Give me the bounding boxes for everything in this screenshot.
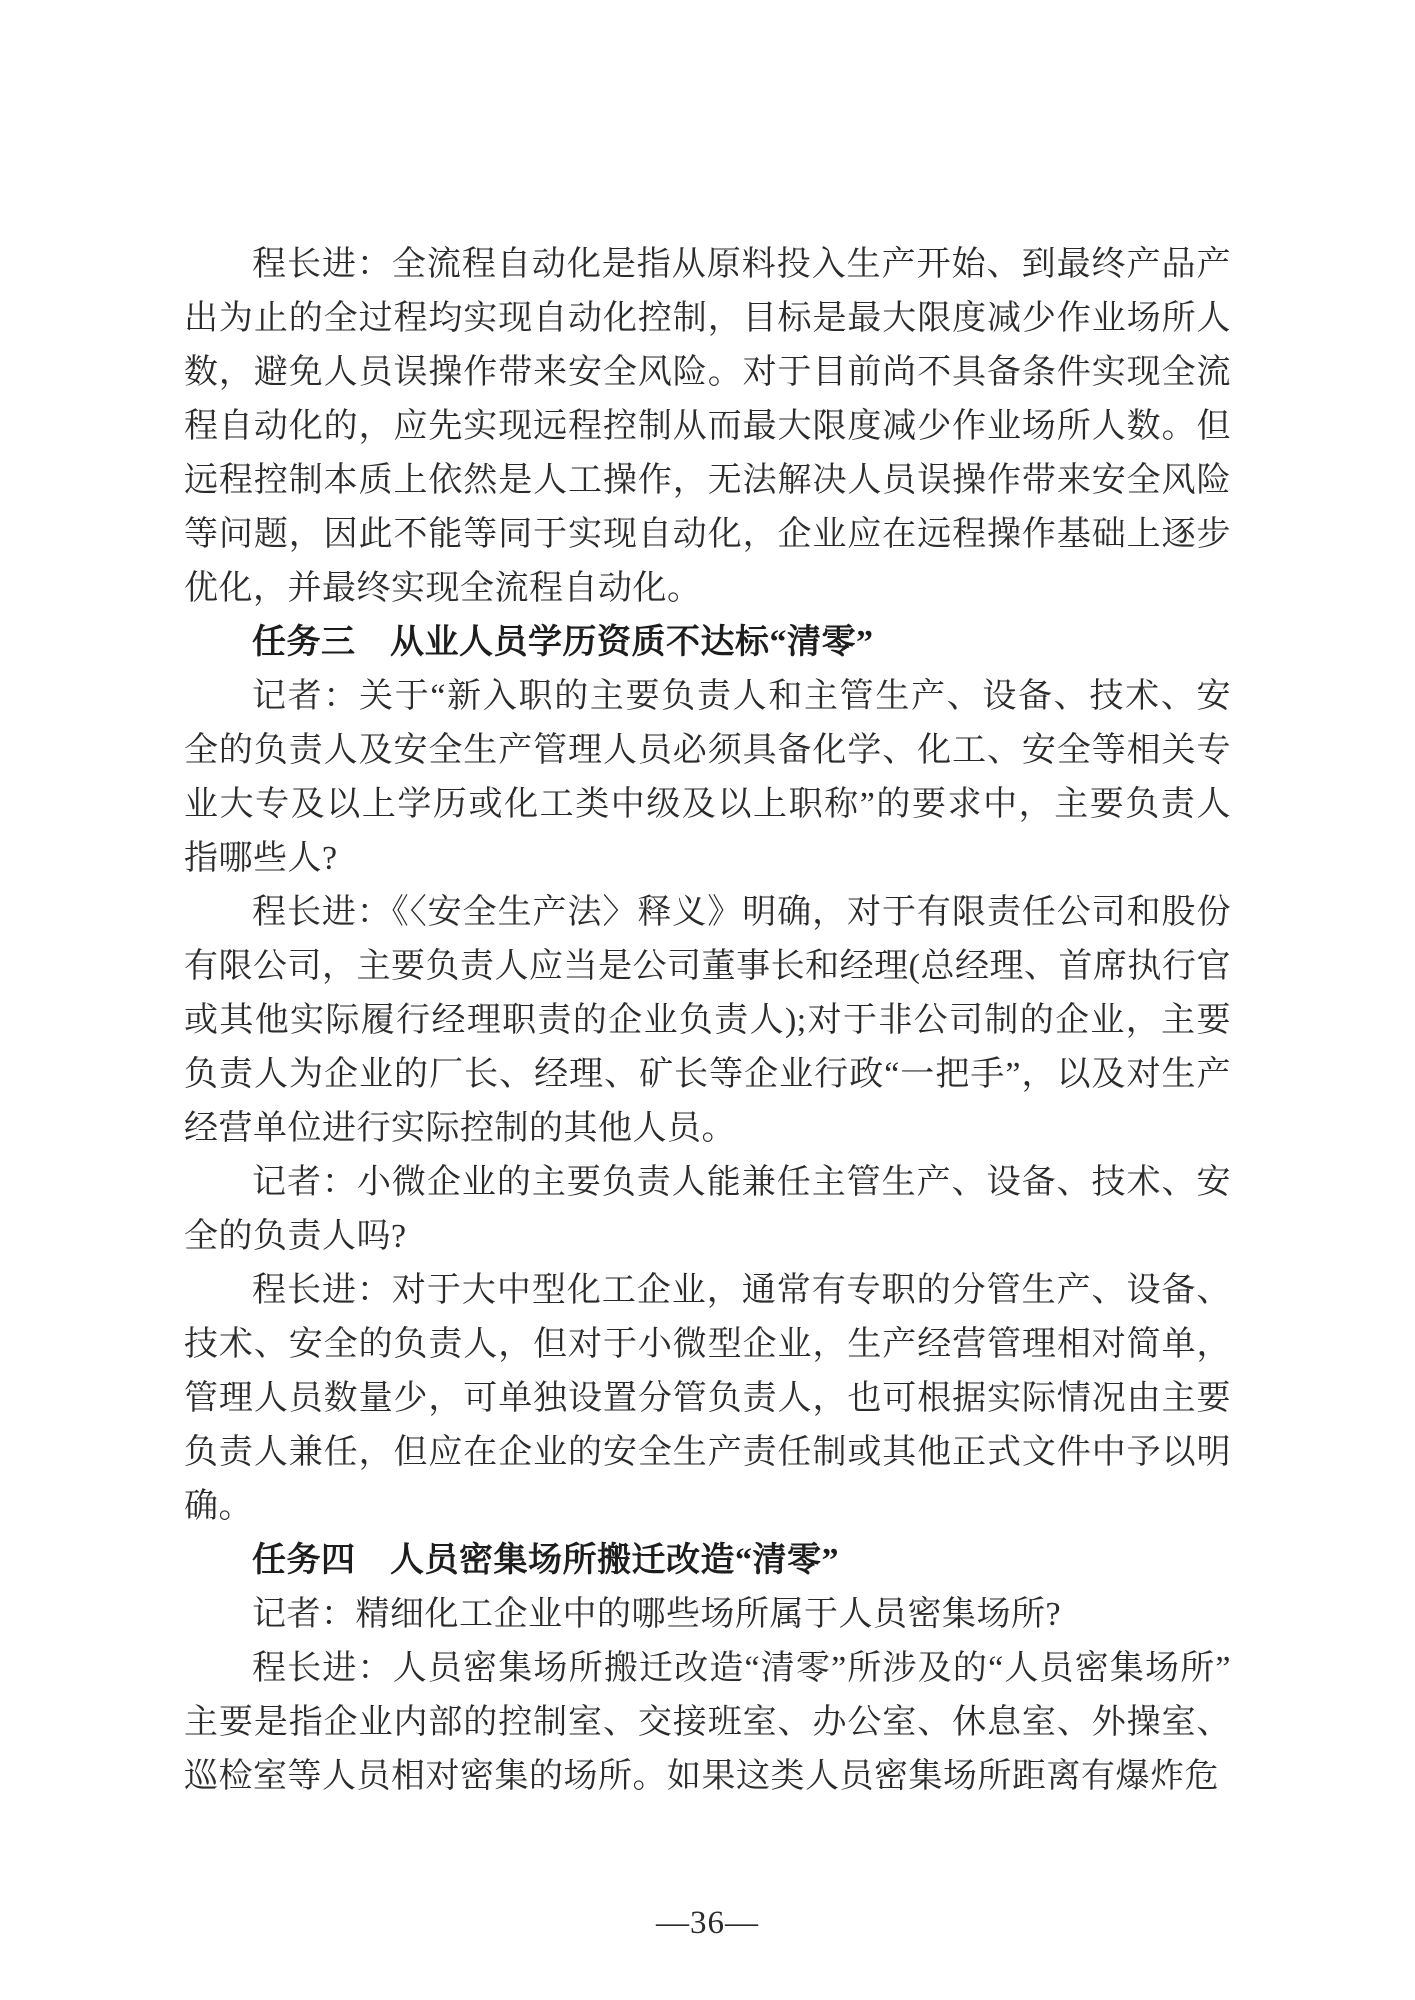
section-heading-task4: 任务四 人员密集场所搬迁改造“清零” [252,1542,839,1579]
paragraph-reporter-question-crowded-places: 记者：精细化工企业中的哪些场所属于人员密集场所? [252,1596,1062,1633]
section-heading-task3: 任务三 从业人员学历资质不达标“清零” [252,624,874,661]
page-number: —36— [656,1905,759,1941]
paragraph-reporter-question-small-enterprise: 记者：小微企业的主要负责人能兼任主管生产、设备、技术、安全的负责人吗? [184,1164,1231,1255]
paragraph-answer-principal-definition: 程长进：《〈安全生产法〉释义》明确，对于有限责任公司和股份有限公司，主要负责人应当是公司董事长和经理(总经理、首席执行官或其他实际履行经理职责的企业负责人);对于非公司制的企业，主要负责人为企业的厂长、经理、矿长等企业行政“一把手”，以及对生产经营单位进行实际控制的其他人员。 [184,894,1231,1147]
paragraph-reporter-question-qualification: 记者：关于“新入职的主要负责人和主管生产、设备、技术、安全的负责人及安全生产管理人员必须具备化学、化工、安全等相关专业大专及以上学历或化工类中级及以上职称”的要求中，主要负责人指哪些人? [184,678,1231,877]
paragraph-answer-small-enterprise: 程长进：对于大中型化工企业，通常有专职的分管生产、设备、技术、安全的负责人，但对于小微型企业，生产经营管理相对简单，管理人员数量少，可单独设置分管负责人，也可根据实际情况由主要负责人兼任，但应在企业的安全生产责任制或其他正式文件中予以明确。 [184,1272,1231,1525]
paragraph-answer-crowded-places: 程长进：人员密集场所搬迁改造“清零”所涉及的“人员密集场所”主要是指企业内部的控制室、交接班室、办公室、休息室、外操室、巡检室等人员相对密集的场所。如果这类人员密集场所距离有爆炸危 [184,1650,1231,1795]
page-body-text [184,238,1231,1804]
paragraph-automation-answer: 程长进：全流程自动化是指从原料投入生产开始、到最终产品产出为止的全过程均实现自动化控制，目标是最大限度减少作业场所人数，避免人员误操作带来安全风险。对于目前尚不具备条件实现全流程自动化的，应先实现远程控制从而最大限度减少作业场所人数。但远程控制本质上依然是人工操作，无法解决人员误操作带来安全风险等问题，因此不能等同于实现自动化，企业应在远程操作基础上逐步优化，并最终实现全流程自动化。 [184,246,1231,607]
